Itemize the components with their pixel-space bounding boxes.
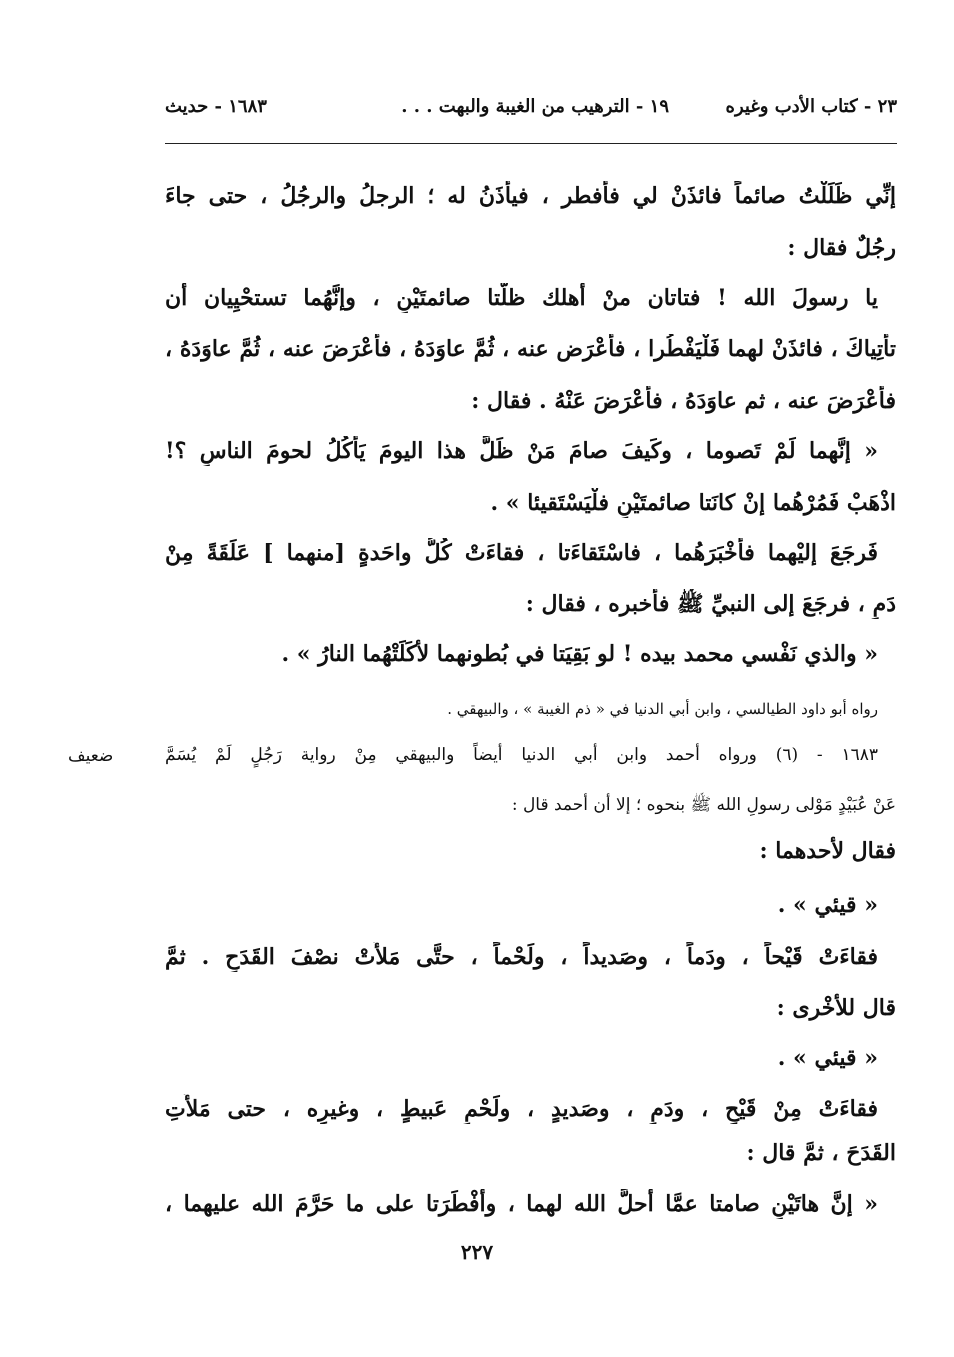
- text-line: إنِّي ظَلَلْتُ صائماً فائذَنْ لي فأُفطر ، فيأْذَنُ له ؛ الرجلُ والرجُلُ ، حتى جاءَ: [165, 183, 896, 209]
- hadith-line: ١٦٨٣ - (٦) ورواه أحمد وابن أبي الدنيا أيضاً والبيهقي مِنْ رواية رَجُلٍ لَمْ يُسَمَّ: [165, 745, 878, 765]
- header-divider: [165, 143, 897, 144]
- text-line: فأعْرَضَ عنه ، ثم عاوَدَهُ ، فأَعْرَضَ عَنْهُ . فقال :: [471, 388, 896, 414]
- running-header: [165, 96, 897, 128]
- text-line: يا رسولَ الله ! فتاتان منْ أهلك ظلَّتا صائمتَيْنِ ، وإنَّهُما تستحْيِيان أن: [165, 285, 878, 311]
- text-line: فَرجَعَ إليْهما فأخْبَرَهُما ، فاسْتَقاءَتا ، فقاءَتْ كُلُّ واحَدةٍ [منهما ] عَلَقَةً مِنْ: [165, 540, 878, 566]
- text-line: دَمٍ ، فرجَعَ إلى النبيِّ ﷺ فأخبره ، فقال :: [525, 591, 896, 617]
- text-line: فقاءَتْ مِنْ قَيْحٍ ، ودَمٍ ، وصَديدٍ ، ولَحْمِ عَبيطٍ ، وغيرِه ، حتى مَلأَتِ: [165, 1096, 878, 1122]
- hadith-line: عَنْ عُبَيْدٍ مَوْلى رسولِ الله ﷺ بنحوه ؛ إلا أن أحمد قال :: [511, 795, 896, 815]
- text-line: القَدَحَ ، ثمَّ قال :: [746, 1140, 896, 1166]
- source-note: رواه أبو داود الطيالسي ، وابن أبي الدنيا في « ذم الغيبة » ، والبيهقي .: [447, 700, 878, 718]
- header-hadith-number: ١٦٨٣ - حديث: [165, 96, 267, 117]
- header-chapter: ٢٣ - كتاب الأدب وغيره: [725, 96, 897, 117]
- text-line: فقاءَتْ قَيْحاً ، ودَماً ، وصَديداً ، ولَحْماً ، حتَّى مَلأَتْ نصْفَ القَدَحِ . ثمَّ: [165, 944, 878, 970]
- text-line: « قيئي » .: [777, 892, 878, 918]
- text-line: « إنَّهما لَمْ تَصوما ، وكَيفَ صامَ مَنْ ظَلَّ هذا اليومَ يَأكُلُ لحومَ الناسِ ؟!: [165, 438, 878, 464]
- page-number: ٢٢٧: [460, 1240, 494, 1264]
- text-line: « إنَّ هاتَيْنِ صامتا عمَّا أَحلَّ الله لهما ، وأفْطَرَتا على ما حَرَّمَ الله عليهما ،: [165, 1191, 879, 1217]
- text-line: قال للأخْرى :: [776, 995, 896, 1021]
- text-line: اذْهَبْ فَمُرْهُما إنْ كانَتا صائمتَيْنِ فلْيَسْتَقيئا » .: [490, 490, 896, 516]
- text-line: رجُلٌ فقال :: [787, 235, 896, 261]
- text-line: فقال لأحدهما :: [759, 838, 896, 864]
- header-section: ١٩ - الترهيب من الغيبة والبهت . . .: [401, 96, 669, 117]
- text-line: « قيئي » .: [777, 1045, 878, 1071]
- hadith-grade: ضعيف: [68, 746, 114, 766]
- text-line: « والذي نَفْسي محمد بيده ! لو بَقِيَتا في بُطونهما لأكَلَتْهُما النارُ » .: [281, 641, 878, 667]
- text-line: تأتِياكَ ، فائذَنْ لهما فَلْيَفْطُرا ، فأَعْرَض عنه ، ثُمَّ عاوَدَهُ ، فأَعْرَضَ عنه ، ثُمَّ عاوَدَهُ ،: [165, 336, 896, 362]
